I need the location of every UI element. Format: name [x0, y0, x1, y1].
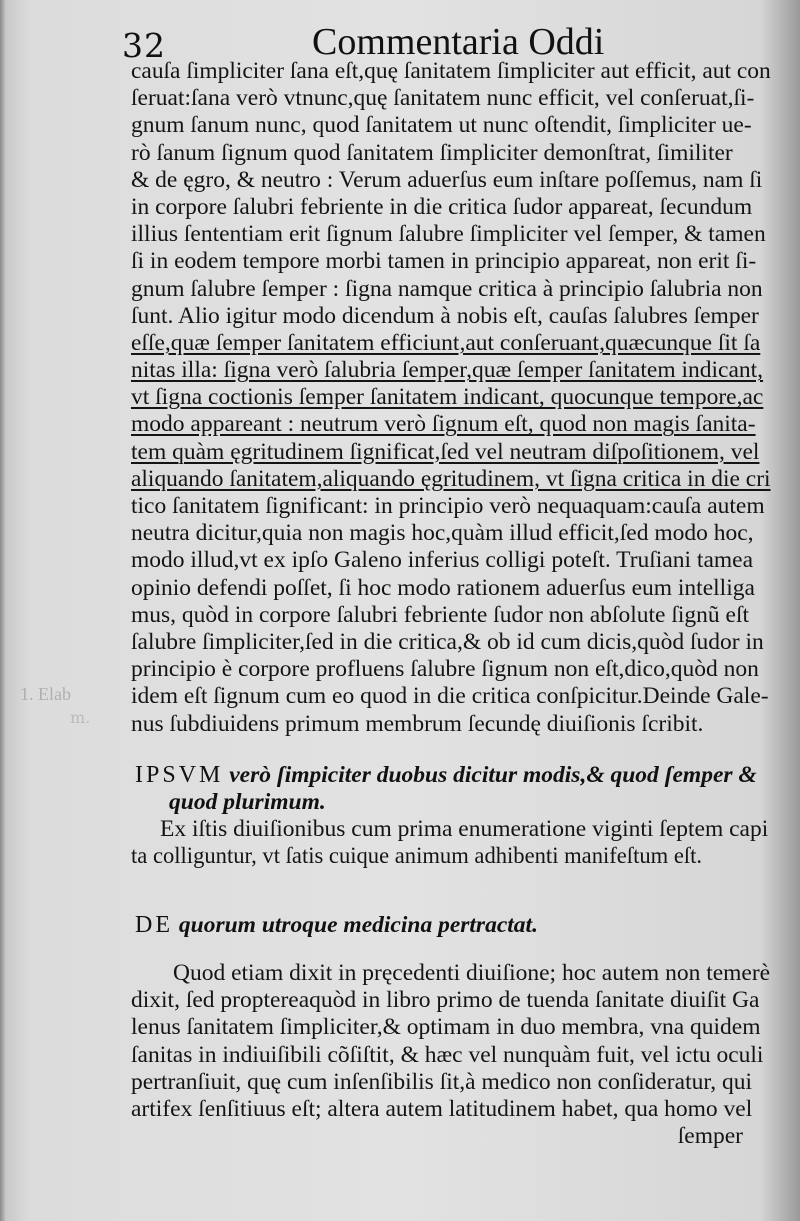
text-line: ſeruat:ſana verò vtnunc,quę ſanitatem nunc efficit, vel conſeruat,ſi- — [131, 85, 755, 112]
bleed-through-marginalia: 1. Elab — [20, 684, 71, 704]
text-line: ſanitas in indiuiſibili cõſiſtit, & hæc vel nunquàm fuit, vel ictu oculi — [131, 1041, 764, 1068]
lemma-text: verò ſimpiciter duobus dicitur modis,& quod ſemper & — [229, 762, 757, 788]
page-header — [0, 12, 800, 65]
text-line: Quod etiam dixit in pręcedenti diuiſione; hoc autem non temerè — [173, 960, 771, 986]
text-line: gnum ſanum nunc, quod ſanitatem ut nunc oſtendit, ſimpliciter ue- — [131, 112, 752, 139]
text-line: modo illud,vt ex ipſo Galeno inferius colligi poteſt. Truſiani tamea — [131, 547, 754, 574]
text-line: mus, quòd in corpore ſalubri febriente ſudor non abſolute ſignũ eſt — [131, 601, 750, 628]
bleed-through-marginalia-2: m. — [70, 708, 91, 727]
text-line: ſi in eodem tempore morbi tamen in principio appareat, non erit ſi- — [131, 248, 757, 275]
text-line: ſalubre ſimpliciter,ſed in die critica,& ob id cum dicis,quòd ſudor in — [131, 628, 764, 655]
underlined-text-line: vt ſigna coctionis ſemper ſanitatem indicant, quocunque tempore,ac — [131, 384, 764, 411]
text-line: rò ſanum ſignum quod ſanitatem ſimpliciter demonſtrat, ſimiliter — [131, 139, 733, 166]
lemma-text: quorum utroque medicina pertractat. — [178, 912, 538, 938]
text-line: cauſa ſimpliciter ſana eſt,quę ſanitatem ſimpliciter aut efficit, aut con — [131, 58, 771, 84]
text-line: artifex ſenſitiuus eſt; altera autem latitudinem habet, qua homo vel — [131, 1095, 753, 1122]
lemma-lead-word: IPSVM — [135, 762, 224, 788]
commentary-paragraph-3 — [131, 960, 770, 1150]
text-line: Ex iſtis diuiſionibus cum prima enumeratione viginti ſeptem capi — [160, 816, 769, 842]
text-line: tico ſanitatem ſignificant: in principio verò nequaquam:cauſa autem — [131, 493, 765, 519]
underlined-text-line: tem quàm ęgritudinem ſignificat,ſed vel neutram diſpoſitionem, vel — [131, 438, 760, 465]
text-line: pertranſiuit, quę cum inſenſibilis ſit,à medico non conſideratur, qui — [131, 1068, 753, 1095]
catchword: ſemper — [677, 1123, 743, 1150]
text-line: dixit, ſed proptereaquòd in libro primo de tuenda ſanitate diuiſit Ga — [131, 987, 760, 1014]
commentary-paragraph-2 — [131, 816, 769, 870]
text-line: gnum ſalubre ſemper : ſigna namque critica à principio ſalubria non — [131, 275, 763, 302]
running-title: Commentaria Oddi — [312, 21, 605, 63]
lemma-rubric — [135, 762, 757, 816]
text-line: ſunt. Alio igitur modo dicendum à nobis eſt, cauſas ſalubres ſemper — [131, 302, 759, 329]
underlined-text-line: modo appareant : neutrum verò ſignum eſt, quod non magis ſanita- — [131, 411, 756, 438]
underlined-text-line: nitas illa: ſigna verò ſalubria ſemper,quæ ſemper ſanitatem indicant, — [131, 357, 764, 384]
underlined-text-line: eſſe,quæ ſemper ſanitatem efficiunt,aut conſeruant,quæcunque ſit ſa — [131, 329, 761, 356]
text-line: in corpore ſalubri febriente in die critica ſudor appareat, ſecundum — [131, 193, 753, 220]
text-line: ta colliguntur, vt ſatis cuique animum adhibenti manifeſtum eſt. — [131, 843, 703, 870]
lemma-rubric-2 — [135, 912, 538, 939]
text-line: nus ſubdiuidens primum membrum ſecundę diuiſionis ſcribit. — [131, 710, 704, 737]
underlined-text-line: aliquando ſanitatem,aliquando ęgritudinem, vt ſigna critica in die cri — [131, 465, 771, 492]
lemma-lead-word: DE — [135, 912, 173, 938]
main-paragraph — [131, 58, 771, 738]
text-line: lenus ſanitatem ſimpliciter,& optimam in duo membra, vna quidem — [131, 1014, 761, 1041]
text-line: opinio defendi poſſet, ſi hoc modo rationem aduerſus eum intelliga — [131, 574, 755, 601]
text-line: principio è corpore profluens ſalubre ſignum non eſt,dico,quòd non — [131, 656, 759, 683]
lemma-text-continued: quod plurimum. — [169, 789, 326, 816]
text-line: neutra dicitur,quia non magis hoc,quàm illud efficit,ſed modo hoc, — [131, 520, 754, 547]
text-line: & de ęgro, & neutro : Verum aduerſus eum inſtare poſſemus, nam ſi — [131, 166, 763, 193]
text-line: illius ſententiam erit ſignum ſalubre ſimpliciter vel ſemper, & tamen — [131, 221, 766, 248]
text-line: idem eſt ſignum cum eo quod in die critica conſpicitur.Deinde Gale- — [131, 683, 769, 710]
page-number: 32 — [122, 26, 166, 65]
